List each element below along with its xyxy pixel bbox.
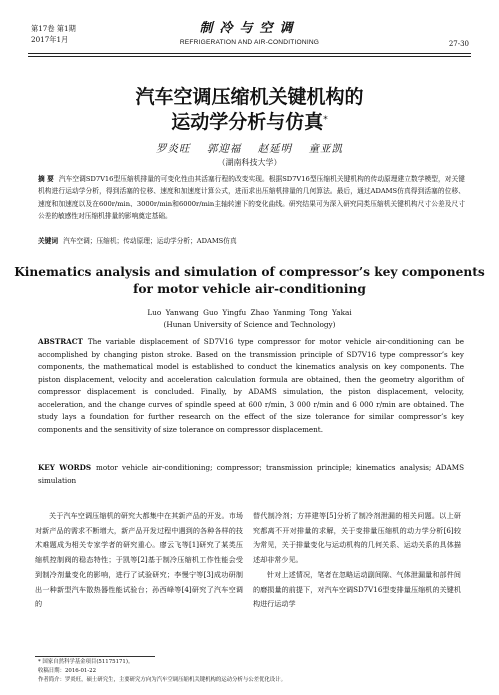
footnote-received: 收稿日期：2016-01-22 — [38, 668, 97, 674]
header-rule — [28, 53, 471, 54]
title-cn-line-2-text: 运动学分析与仿真 — [171, 111, 324, 133]
affiliation-en: (Hunan University of Science and Technology) — [163, 320, 336, 329]
title-en-line-2: for motor vehicle air-conditioning — [133, 282, 366, 296]
body-paragraph: 关于汽车空调压缩机的研究大都集中在其新产品的开发。市场对新产品的需求不断增大，新产品开发过程中遇到的各种各样的技术难题成为相关专家学者的研究重心。廖云飞等[1]研究了某类压缩机控制阀的稳态特性；于凯等[2]基于制冷压缩机工作性能会受到制冷剂量变化的影响，进行了试验研究；李慢宁等[3]成功研制出一种新型汽车散热器性能试验台；孙西峰等[4]研究了汽车空调的 — [35, 511, 243, 609]
keywords-en-label: KEY WORDS — [38, 463, 92, 472]
affiliation-cn: （湖南科技大学） — [217, 158, 282, 167]
funding-mark: * — [323, 115, 328, 125]
footnote-fund: * 国家自然科学基金项目(51175171)。 — [38, 659, 134, 665]
page-range: 27-30 — [448, 40, 469, 48]
keywords-cn-label: 关键词 — [38, 237, 59, 245]
journal-name-cn: 制冷与空调 — [199, 21, 300, 36]
keywords-en — [38, 462, 464, 487]
body-column-left — [35, 509, 243, 612]
journal-header — [0, 21, 499, 46]
title-cn-line-2 — [0, 110, 499, 135]
body-paragraph: 针对上述情况，笔者在忽略运动副间隙、气体泄漏量和部件间的磨损量的前提下，对汽车空调SD7V16型变排量压缩机的关键机构进行运动学 — [253, 569, 461, 609]
body-column-right — [253, 509, 461, 612]
abstract-en-text: The variable displacement of SD7V16 type compressor for motor vehicle air-conditioning can be accomplished by changing piston stroke. Based on the transmission principle of SD7V16 type compressor’s key components, the mathematical model is established to conduct the kinematics analysis on key components. The piston displacement, velocity and acceleration calculation formula are obtained, then the geometry algorithm of compressor displacement is concluded. Finally, by ADAMS simulation, the piston displacement, velocity, acceleration, and the change curves of spindle speed at 600 r/min, 3 000 r/min and 6 000 r/min are obtained. The study lays a foundation for further research on the effect of the size tolerance for similar compressor’s key components and the sensitivity of size tolerance on compressor displacement. — [38, 337, 464, 434]
abstract-cn-text: 汽车空调SD7V16型压缩机排量的可变化性由其活塞行程的改变实现。根据SD7V16型压缩机关键机构的传动原理建立数学模型，对关键机构进行运动学分析，得到活塞的位移、速度和加速度计算公式，进而求出压缩机排量的几何算法。最后，通过ADAMS仿真得到活塞的位移、速度和加速度以及在600r/min、3000r/min和6000r/min主轴转速下的变化曲线。研究结果可为深入研究同类压缩机关键机构尺寸公差及尺寸公差的敏感性对压缩机排量的影响奠定基础。 — [38, 175, 465, 221]
title-en — [0, 264, 499, 298]
title-cn-line-1: 汽车空调压缩机关键机构的 — [135, 86, 364, 108]
body-paragraph-continued: 替代制冷剂；方祥建等[5]分析了制冷剂泄漏的相关问题。以上研究都离不开对排量的求解，关于变排量压缩机的动力学分析[6]较为常见，关于排量变化与运动机构的几何关系、运动关系的具体描述却非常少见。 — [253, 511, 461, 565]
keywords-cn-text: 汽车空调；压缩机；传动原理；运动学分析；ADAMS仿真 — [63, 237, 237, 245]
title-en-line-1: Kinematics analysis and simulation of compressor’s key components — [14, 265, 485, 279]
volume-issue: 第17卷 第1期 — [31, 24, 76, 33]
abstract-cn — [38, 173, 465, 223]
keywords-en-text: motor vehicle air-conditioning; compressor; transmission principle; kinematics analysis; ADAMS simulation — [38, 463, 464, 485]
publication-date: 2017年1月 — [31, 35, 69, 44]
abstract-en — [38, 336, 464, 436]
footnote-rule — [35, 656, 155, 657]
authors-en: Luo Yanwang Guo Yingfu Zhao Yanming Tong Yakai — [147, 308, 352, 317]
header-rule-thin — [28, 56, 471, 57]
authors-cn: 罗炎旺 郭迎福 赵延明 童亚凯 — [155, 143, 343, 155]
abstract-en-label: ABSTRACT — [38, 337, 83, 346]
abstract-cn-label: 摘 要 — [38, 175, 54, 183]
journal-name-en: REFRIGERATION AND AIR-CONDITIONING — [179, 39, 320, 46]
title-cn — [0, 85, 499, 135]
keywords-cn — [38, 235, 465, 247]
footnote-author-bio: 作者简介：罗炎旺，硕士研究生，主要研究方向为汽车空调压缩机关键机构的运动分析与公差优化设计。 — [38, 677, 286, 683]
